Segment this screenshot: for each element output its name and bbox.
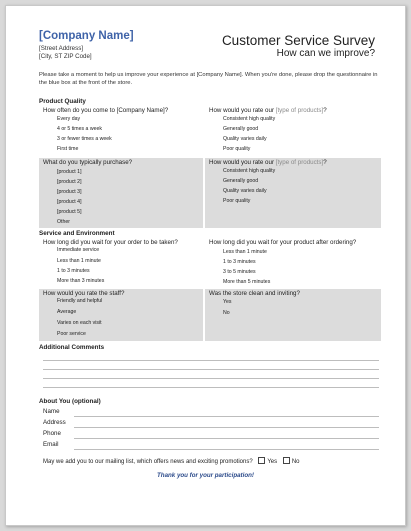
product-quality-grid bbox=[38, 105, 382, 229]
option[interactable]: More than 3 minutes bbox=[57, 278, 105, 284]
option[interactable]: [product 1] bbox=[57, 169, 82, 175]
option[interactable]: 3 or fewer times a week bbox=[57, 136, 112, 142]
question-text: How would you rate our [type of products]? bbox=[209, 159, 327, 166]
se-question-2 bbox=[204, 237, 382, 288]
option[interactable]: Every day bbox=[57, 116, 81, 122]
mailing-list-question bbox=[43, 457, 299, 465]
survey-title: Customer Service Survey bbox=[221, 33, 375, 48]
option[interactable]: Consistent high quality bbox=[223, 116, 276, 122]
yes-checkbox[interactable] bbox=[258, 457, 265, 464]
option[interactable]: Immediate service bbox=[57, 247, 100, 253]
email-field[interactable] bbox=[74, 449, 379, 450]
city-state-zip: [City, ST ZIP Code] bbox=[39, 53, 92, 60]
section-service-environment: Service and Environment bbox=[39, 230, 115, 237]
option[interactable]: Quality varies daily bbox=[223, 188, 267, 194]
option[interactable]: Generally good bbox=[223, 178, 259, 184]
no-checkbox[interactable] bbox=[283, 457, 290, 464]
question-text: How would you rate the staff? bbox=[43, 290, 125, 297]
intro-text: Please take a moment to help us improve your experience at [Company Name]. When you're done, please drop the questionnaire in the blue box at the front of the store. bbox=[39, 72, 378, 86]
option[interactable]: Poor service bbox=[57, 331, 86, 337]
question-text: How long did you wait for your product after ordering? bbox=[209, 239, 357, 246]
option[interactable]: [product 3] bbox=[57, 189, 82, 195]
option[interactable]: Less than 1 minute bbox=[57, 258, 101, 264]
option[interactable]: [product 4] bbox=[57, 199, 82, 205]
pq-question-4 bbox=[204, 157, 382, 229]
name-label: Name bbox=[43, 408, 60, 415]
option[interactable]: Consistent high quality bbox=[223, 168, 276, 174]
comment-line[interactable] bbox=[43, 360, 379, 361]
yes-label: Yes bbox=[267, 459, 278, 465]
address-label: Address bbox=[43, 419, 66, 426]
question-text: Was the store clean and inviting? bbox=[209, 290, 300, 297]
comment-line[interactable] bbox=[43, 378, 379, 379]
service-grid bbox=[38, 237, 382, 342]
pq-question-3 bbox=[38, 157, 204, 229]
option[interactable]: [product 5] bbox=[57, 209, 82, 215]
option[interactable]: 4 or 5 times a week bbox=[57, 126, 102, 132]
address-field[interactable] bbox=[74, 427, 379, 428]
question-text: How would you rate our [type of products]? bbox=[209, 107, 327, 114]
option[interactable]: 1 to 3 minutes bbox=[223, 259, 256, 265]
option[interactable]: Varies on each visit bbox=[57, 320, 102, 326]
pq-question-2 bbox=[204, 105, 382, 157]
question-text: How often do you come to [Company Name]? bbox=[43, 107, 169, 114]
option[interactable]: Friendly and helpful bbox=[57, 298, 103, 304]
street-address: [Street Address] bbox=[39, 45, 84, 52]
se-question-3 bbox=[38, 288, 204, 342]
survey-subtitle: How can we improve? bbox=[276, 48, 375, 59]
phone-field[interactable] bbox=[74, 438, 379, 439]
option[interactable]: Poor quality bbox=[223, 198, 251, 204]
option[interactable]: Average bbox=[57, 309, 77, 315]
option[interactable]: [product 2] bbox=[57, 179, 82, 185]
se-question-1 bbox=[38, 237, 204, 288]
section-additional-comments: Additional Comments bbox=[39, 344, 105, 351]
option[interactable]: Other bbox=[57, 219, 70, 225]
name-field[interactable] bbox=[74, 416, 379, 417]
option[interactable]: 1 to 3 minutes bbox=[57, 268, 90, 274]
comment-line[interactable] bbox=[43, 387, 379, 388]
email-label: Email bbox=[43, 441, 59, 448]
option[interactable]: 3 to 5 minutes bbox=[223, 269, 256, 275]
company-name: [Company Name] bbox=[39, 30, 134, 42]
question-text: What do you typically purchase? bbox=[43, 159, 133, 166]
option[interactable]: Yes bbox=[223, 299, 232, 305]
se-question-4 bbox=[204, 288, 382, 342]
thank-you-message: Thank you for your participation! bbox=[157, 472, 254, 479]
option[interactable]: No bbox=[223, 310, 230, 316]
option[interactable]: More than 5 minutes bbox=[223, 279, 271, 285]
no-label: No bbox=[291, 459, 300, 465]
phone-label: Phone bbox=[43, 430, 61, 437]
option[interactable]: Less than 1 minute bbox=[223, 249, 267, 255]
option[interactable]: Quality varies daily bbox=[223, 136, 267, 142]
question-text: How long did you wait for your order to be taken? bbox=[43, 239, 178, 246]
option[interactable]: Generally good bbox=[223, 126, 259, 132]
mailing-question-text: May we add you to our mailing list, which offers news and exciting promotions? bbox=[43, 459, 253, 465]
option[interactable]: Poor quality bbox=[223, 146, 251, 152]
option[interactable]: First time bbox=[57, 146, 79, 152]
section-about-you: About You (optional) bbox=[39, 398, 101, 405]
section-product-quality: Product Quality bbox=[39, 98, 86, 105]
comment-line[interactable] bbox=[43, 369, 379, 370]
survey-page bbox=[5, 5, 406, 526]
pq-question-1 bbox=[38, 105, 204, 157]
